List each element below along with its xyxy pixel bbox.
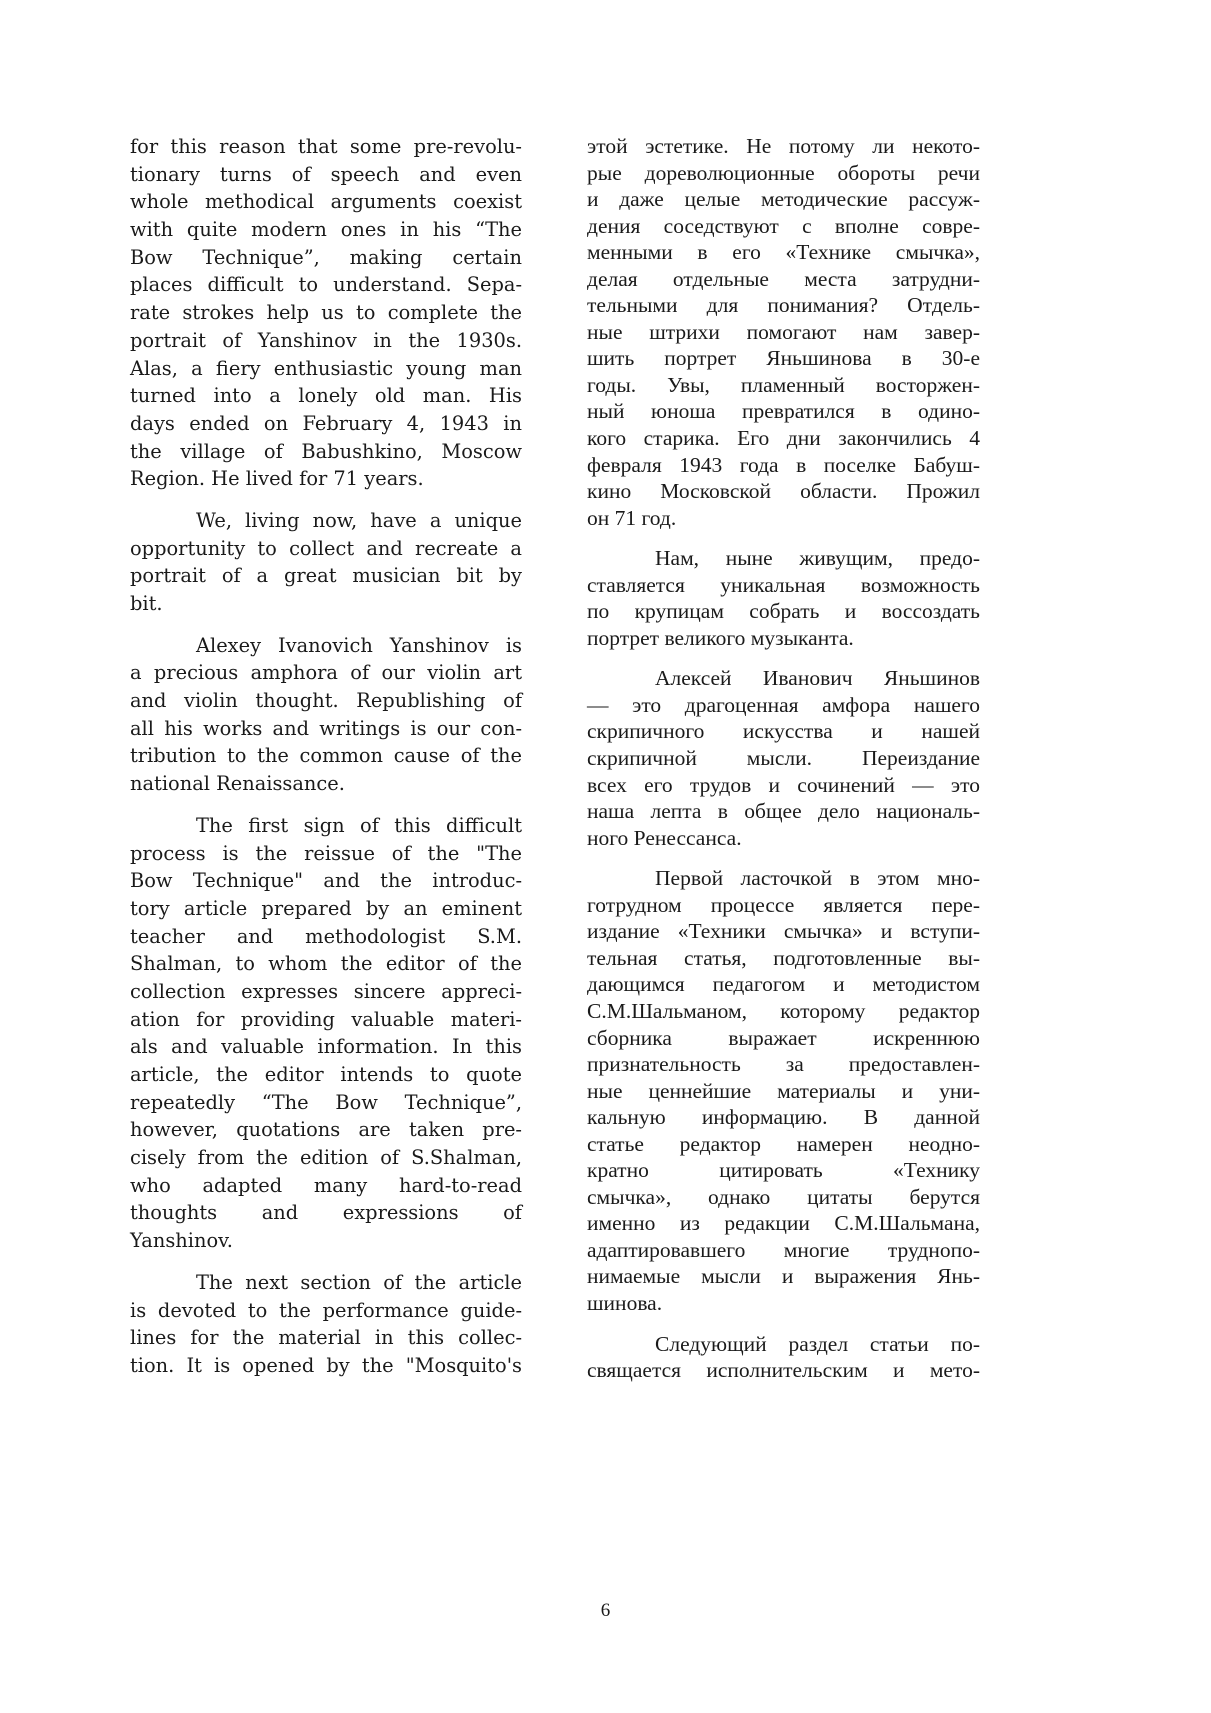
text-line: издание «Техники смычка» и вступи- bbox=[587, 919, 980, 944]
text-line: нимаемые мысли и выражения Янь- bbox=[587, 1264, 980, 1289]
text-line: Следующий раздел статьи по- bbox=[655, 1331, 980, 1356]
text-line: collection expresses sincere appreci- bbox=[130, 979, 522, 1003]
text-line: скрипичного искусства и нашей bbox=[587, 719, 980, 744]
text-line: ные штрихи помогают нам завер- bbox=[587, 319, 980, 344]
text-line: cisely from the edition of S.Shalman, bbox=[130, 1146, 522, 1170]
text-line: process is the reissue of the "The bbox=[130, 841, 522, 865]
text-line: turned into a lonely old man. His bbox=[130, 384, 522, 408]
text-line: дающимся педагогом и методистом bbox=[587, 972, 980, 997]
text-line: кальную информацию. В данной bbox=[587, 1105, 980, 1130]
text-line: скрипичной мысли. Переиздание bbox=[587, 746, 980, 771]
text-line: тельная статья, подготовленные вы- bbox=[587, 945, 980, 970]
text-line: We, living now, have a unique bbox=[196, 508, 522, 532]
text-line: по крупицам собрать и воссоздать bbox=[587, 599, 980, 624]
paragraph bbox=[130, 632, 522, 798]
text-line: Bow Technique”, making certain bbox=[130, 245, 522, 269]
paragraph bbox=[587, 865, 980, 1316]
page-number: 6 bbox=[600, 1600, 611, 1621]
russian-text-column bbox=[587, 133, 980, 1384]
text-line: признательность за предоставлен- bbox=[587, 1052, 980, 1077]
paragraph bbox=[130, 507, 522, 618]
text-line: статье редактор намерен неодно- bbox=[587, 1131, 980, 1156]
text-line: als and valuable information. In this bbox=[130, 1035, 522, 1059]
text-line: Alexey Ivanovich Yanshinov is bbox=[196, 633, 522, 657]
text-line: Shalman, to whom the editor of the bbox=[130, 952, 522, 976]
text-line: bit. bbox=[130, 592, 163, 615]
text-line: national Renaissance. bbox=[130, 772, 345, 796]
text-line: days ended on February 4, 1943 in bbox=[130, 411, 522, 435]
text-line: portrait of a great musician bit by bbox=[130, 564, 522, 588]
text-line: tribution to the common cause of the bbox=[130, 744, 522, 768]
text-line: этой эстетике. Не потому ли некото- bbox=[587, 134, 980, 158]
text-line: repeatedly “The Bow Technique”, bbox=[130, 1090, 522, 1114]
text-line: сборника выражает искреннюю bbox=[587, 1025, 980, 1050]
text-line: он 71 год. bbox=[587, 505, 677, 530]
text-line: a precious amphora of our violin art bbox=[130, 661, 522, 685]
text-line: the village of Babushkino, Moscow bbox=[130, 439, 522, 463]
text-line: ный юноша превратился в одино- bbox=[587, 399, 980, 424]
text-line: thoughts and expressions of bbox=[130, 1201, 522, 1225]
text-line: tion. It is opened by the "Mosquito's bbox=[130, 1353, 522, 1377]
text-line: article, the editor intends to quote bbox=[130, 1063, 522, 1086]
text-line: ного Ренессанса. bbox=[587, 825, 742, 850]
text-line: именно из редакции С.М.Шальмана, bbox=[587, 1211, 980, 1236]
paragraph bbox=[130, 133, 522, 493]
text-line: тельными для понимания? Отдель- bbox=[587, 293, 980, 318]
text-line: дения соседствуют с вполне совре- bbox=[587, 213, 980, 238]
text-line: tory article prepared by an eminent bbox=[130, 896, 522, 920]
text-line: The first sign of this difficult bbox=[196, 813, 522, 837]
text-line: рые дореволюционные обороты речи bbox=[587, 160, 980, 185]
text-line: Первой ласточкой в этом мно- bbox=[655, 866, 980, 891]
text-line: годы. Увы, пламенный восторжен- bbox=[587, 372, 980, 397]
text-line: — это драгоценная амфора нашего bbox=[587, 692, 980, 717]
text-line: всех его трудов и сочинений — это bbox=[587, 772, 980, 797]
paragraph bbox=[587, 133, 980, 531]
text-line: смычка», однако цитаты берутся bbox=[587, 1184, 980, 1209]
text-line: The next section of the article bbox=[196, 1270, 522, 1294]
text-line: rate strokes help us to complete the bbox=[130, 301, 522, 325]
text-line: is devoted to the performance guide- bbox=[130, 1298, 522, 1322]
text-line: Alas, a fiery enthusiastic young man bbox=[130, 356, 522, 380]
text-line: and violin thought. Republishing of bbox=[130, 689, 522, 713]
text-line: кого старика. Его дни закончились 4 bbox=[587, 426, 980, 451]
paragraph bbox=[587, 1331, 980, 1384]
text-line: кино Московской области. Прожил bbox=[587, 479, 980, 504]
text-line: наша лепта в общее дело националь- bbox=[587, 799, 980, 824]
text-line: Алексей Иванович Яньшинов bbox=[655, 666, 980, 691]
text-line: teacher and methodologist S.M. bbox=[130, 924, 522, 948]
paragraph bbox=[587, 665, 980, 851]
text-line: кратно цитировать «Технику bbox=[587, 1158, 980, 1183]
paragraph bbox=[587, 545, 980, 651]
text-line: делая отдельные места затрудни- bbox=[587, 266, 980, 291]
text-line: places difficult to understand. Sepa- bbox=[130, 273, 522, 297]
text-line: портрет великого музыканта. bbox=[587, 625, 854, 650]
english-text-column bbox=[130, 133, 522, 1380]
text-line: whole methodical arguments coexist bbox=[130, 190, 522, 214]
text-line: with quite modern ones in his “The bbox=[130, 218, 522, 242]
text-line: Yanshinov. bbox=[130, 1229, 233, 1253]
text-line: ставляется уникальная возможность bbox=[587, 572, 980, 597]
text-line: готрудном процессе является пере- bbox=[587, 892, 980, 917]
text-line: шить портрет Яньшинова в 30-е bbox=[587, 346, 980, 371]
paragraph bbox=[130, 812, 522, 1255]
paragraph bbox=[130, 1269, 522, 1380]
text-line: ные ценнейшие материалы и уни- bbox=[587, 1078, 980, 1103]
text-line: opportunity to collect and recreate a bbox=[130, 536, 522, 560]
text-line: all his works and writings is our con- bbox=[130, 716, 522, 740]
text-line: шинова. bbox=[587, 1290, 663, 1315]
text-line: адаптировавшего многие труднопо- bbox=[587, 1237, 980, 1262]
text-line: менными в его «Технике смычка», bbox=[587, 240, 980, 265]
text-line: С.М.Шальманом, которому редактор bbox=[587, 998, 980, 1023]
text-line: lines for the material in this collec- bbox=[130, 1326, 522, 1350]
text-line: Нам, ныне живущим, предо- bbox=[655, 546, 980, 571]
text-line: свящается исполнительским и мето- bbox=[587, 1358, 980, 1383]
text-line: Bow Technique" and the introduc- bbox=[130, 869, 522, 893]
text-line: ation for providing valuable materi- bbox=[130, 1007, 522, 1031]
text-line: февраля 1943 года в поселке Бабуш- bbox=[587, 452, 980, 477]
text-line: for this reason that some pre-revolu- bbox=[130, 135, 522, 158]
text-line: и даже целые методические рассуж- bbox=[587, 187, 980, 212]
text-line: tionary turns of speech and even bbox=[130, 162, 522, 186]
text-line: portrait of Yanshinov in the 1930s. bbox=[130, 328, 522, 352]
text-line: however, quotations are taken pre- bbox=[130, 1118, 522, 1142]
text-line: Region. He lived for 71 years. bbox=[130, 467, 424, 491]
text-line: who adapted many hard-to-read bbox=[130, 1173, 522, 1197]
